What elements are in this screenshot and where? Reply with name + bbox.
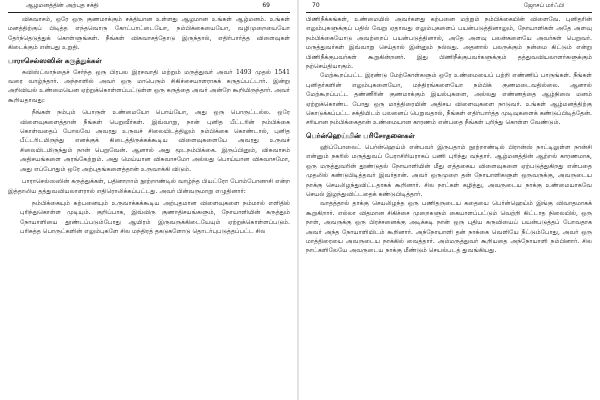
- bernheim-story-paragraph: வாதத்தால் தாக்கு செயலிழந்த ஒரு பணிதருடைய கதையை பெர்ன்ஹெய்ம் இங்கு விவாதமாகக் கூறுகிறார். எல்லா விதமான சிகிச்சை முறைகளும் கையாளப்பட்டும் வெற்றி கிட்டாத நிலையில், ஒரு நாள், அவருக்கு ஒரு பிரச்சனைக்கு அடிக்கடி நான் ஒரு புதிய கருவியைப் பயன்படுத்தப் போவதாக அவர் அந்த நோயாளியிடம் கூறினார். அந்நோயாளி தன் நாக்கை வெளியே நீட்டும்போது, அவர் ஒரு மாத்திரையை அவருடைய நாக்கில் வைத்தார். அம்மருத்துவர் கூறியதை அந்நோயாளி நம்பினார். சில நாட்களிலேயே அவருடைய நாக்கு மீண்டும் செயல்படத் துவங்கியது.: [306, 200, 592, 255]
- summary-paragraph: மேற்கூறப்பட்ட இரண்டு மேற்கோள்களும் ஒரே உண்மையைப் பற்றி எண்ணிப் பாருங்கள். நீங்கள் புனிதர்களின் எலும்புகளையோ, மந்திரங்களையோ நம்பிக் குணமடைவதில்லை. ஆனால் மேற்கூறப்பட்ட தண்ணீரின் குணமாக்கும் இயல்புகளை, அல்லது எண்ணத்தை ஆழ்நிலை மனம் ஏற்றுக்கொண்ட போது ஒரு மாத்திரையின் அதிசய விளைவுகளை நாடுவர். உங்கள் ஆழ்மனத்திற்கு கொடுக்கப்பட்ட சக்தியிடம் பலனைப் பெறுவதால், நீங்கள் எதிர்பார்த்த முடிவுகளைக் கண்டுப்பிடித்தேன். சரியான நம்பிக்கைதான் உண்மையான காரணம் என்பதை நீங்கள் புரிந்து கொள்ள வேண்டும்.: [306, 72, 592, 127]
- running-head-left: [8, 0, 290, 13]
- page-gutter: [297, 0, 299, 400]
- page-number-right: 70: [312, 2, 320, 9]
- section-heading-paracelsus: பாராசெல்ஸஸின் கருத்துக்கள்: [8, 56, 102, 65]
- section-heading-bernheim: பெர்ன்ஹெய்மின் பரிசோதனைகள்: [306, 131, 415, 140]
- continuation-paragraph: பிணிநீக்கங்கள், உண்மையில் அவர்களது கற்பனை மற்றும் நம்பிக்கையின் விளைவே. புனிதரின் எலும்புகளுக்குப் பதில் வேறு ஏதாவது எலும்புகளைப் பயன்படுத்தினாலும், நோயாளிகள் அதே அளவு நம்பிக்கையோடு அவற்றைப் பயன்படுத்தினால், அதே அளவு பலன்களையே அவர்கள் பெறுவர். மருத்துவர்கள் இவ்வாறு செய்தால் இன்னும் நல்லது. அதனால் பலருக்கும் நன்மை கிட்டும் என்று பிணிநீக்குபவர்கள் கூறுகின்றனர். இது பிணிநீக்குபவர்களுக்கும் தத்துவவியலாளர்களுக்கும் நற்செய்தியாகும்.: [306, 16, 592, 71]
- right-page: [306, 0, 592, 400]
- bernheim-paragraph: ஹிப்போலைட் பெர்ன்ஹெய்ம் என்பவர் இருபதாம் நூற்றாண்டில் பிரான்ஸ் நாட்டிலுள்ள நான்சி என்னும் நகரில் மருத்துவப் பேராசிரியராகப் பணி புரிந்து வந்தார். ஆழ்மனத்தின் ஆற்றல் காரணமாக, ஒரு மருத்துவரின் தூண்டுதல் நோயாளியின் மீது எத்தகைய விளைவுகளை ஏற்படுத்துகிறது என்பதை முதலில் கண்டுபிடித்தவர் இவர்தான். அவர் ஒருமுறை தன் நோயாளிகளுள் ஒருவருக்கு, அவருடைய நாக்கு செயலிழந்துவிட்டதாகக் கூறினார். சில நாட்கள் கழித்து, அவருடைய நாக்கு உண்மையாகவே செயல் இழந்துவிட்டதைக் கண்டுபிடித்தார்.: [306, 143, 592, 198]
- left-page: [8, 0, 290, 400]
- author-name-header: ஜோசப் மர்ஃபி: [523, 2, 564, 9]
- running-head-right: [306, 0, 592, 13]
- book-title-header: ஆழமனத்தின் அற்புத சக்தி: [26, 2, 99, 9]
- right-page-body: [306, 15, 592, 256]
- paracelsus-quote: நீங்கள் நம்பும் பொருள் உண்மையோ பொய்யோ, அது ஒரு பொருட்டல்ல. ஒரே விளைவுகளைத்தான் நீங்கள் பெறுவீர்கள். இவ்வாறு, நான் புனித பீட்டரின் நம்பிக்கை கொள்வதைப் போலவே அவரது உருவச் சிலையிடத்திலும் நம்பிக்கை கொண்டால், புனித பீட்டரிடமிருந்து எனக்குக் கிடைத்திருக்கக்கூடிய விளைவுகளையே அவரது உருவச் சிலையிடமிருந்தும் நான் பெறுவேன். ஆனால் அது மூடநம்பிக்கை. இருப்பினும், விசுவாசம் அதிசயங்களை அரங்கேற்றும். அது மெய்யான விசுவாசமோ அல்லது பொய்யான விசுவாசமோ, அது எப்போதும் ஒரே அற்புதங்களைத்தான் உருவாக்கி விடும்.: [20, 109, 290, 173]
- left-page-body: [8, 15, 290, 237]
- intro-paragraph: விசுவாசம், ஒரே ஒரு குணமாக்கும் சக்தியான உள்ளது ஆழமான உங்கள் ஆழ்மனம். உங்கள் மனத்திற்குப் பிடித்த எந்தவொரு கோட்பாட்டையோ, நம்பிக்கையையோ, வழிமுறையையோ தேர்ந்தெடுத்துக் கொள்ளுங்கள். நீங்கள் விசுவாசத்தோடு இருந்தால், எதிர்பார்த்த விளைவுகள் கிடைக்கும் என்பது உறுதி.: [8, 16, 290, 52]
- page-number-left: 69: [262, 2, 270, 9]
- paracelsus-paragraph: சுவிஸ்ட்லாந்தைச் சேர்ந்த ஒரு பிரபல இரசவாதி மற்றும் மருத்துவர் அவர் 1493 முதல் 1541 வரை வாழ்ந்தார். அந்நாளில் அவர் ஒரு மாபெரும் சிகிச்சையாளராகக் கருதப்பட்டார். இன்று அறிவியல் உண்மையென ஏற்றுக்கொள்ளப்பட்டுள்ள ஒரு கருத்தை அவர் அன்றே கூறியிருந்தார். அவர் கூறியதாவது:: [8, 68, 290, 104]
- pomponazzi-quote: நம்பிக்கையும் கற்பனையும் உருவாக்கக்கூடிய அற்புதமான விளைவுகளை நம்மால் எளிதில் புரிந்துகொள்ள முடியும். குறிப்பாக, இவ்விரு குணாதிசயங்களும், நோயாளியின் கருத்தும் நோயாளியை தூண்டப்படும்போது ஆயிரம் இருவருக்கிடையேயும் ஏற்றுக்கொள்ளப்படும். பரிசுத்த பொருட்களின் எலும்புகளே சில மந்திரத் தகடுகளோடு தொடர்புபடுத்தப்பட்ட சில: [20, 199, 290, 236]
- pomponazzi-paragraph: பாராசெல்ஸஸின் கருத்துக்கள், பதினாறாம் நூற்றாண்டில் வாழ்ந்த பியட்ரோ போம்போனாசி என்ற இத்தாலிய தத்துவவியலாளரால் எதிரொலிக்கப்பட்டது. அவர் பின்வருமாறு எழுதினார்:: [8, 178, 290, 195]
